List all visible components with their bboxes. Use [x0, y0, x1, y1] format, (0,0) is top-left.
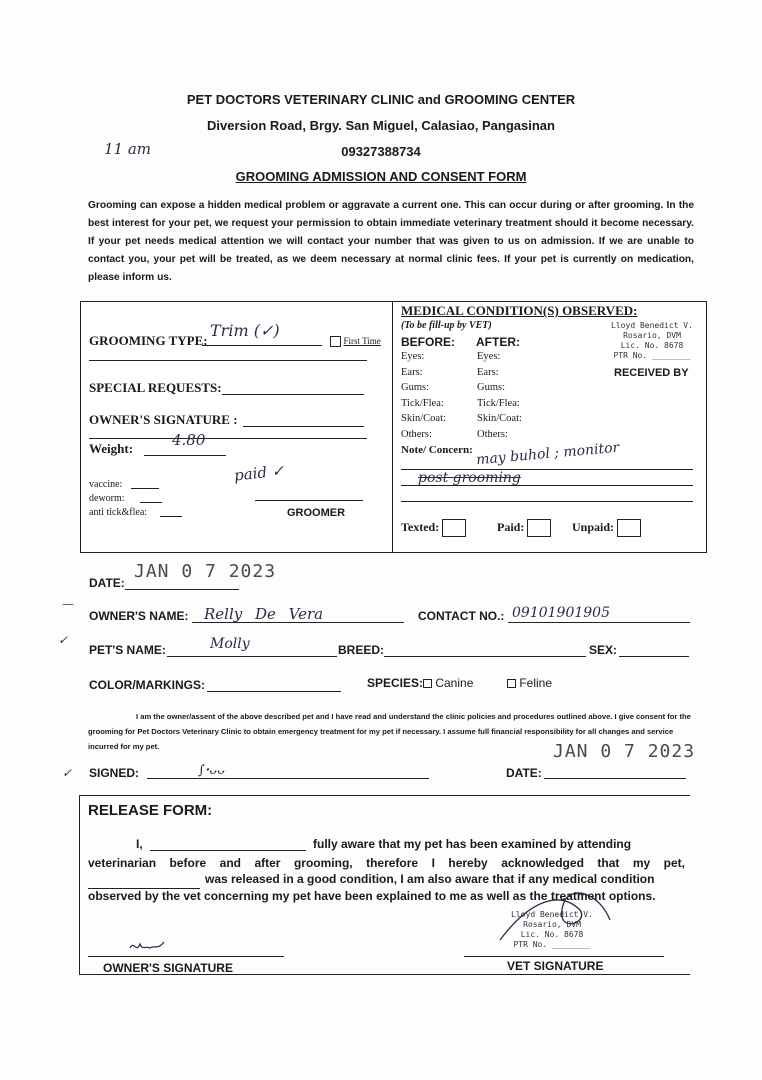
note-rule-2	[401, 485, 693, 486]
clinic-name: PET DOCTORS VETERINARY CLINIC and GROOMING CENTER	[186, 92, 576, 107]
feline-label: Feline	[519, 676, 553, 690]
owner-signature-extra-line	[89, 438, 367, 439]
release-name-field[interactable]	[150, 850, 306, 851]
paid-label: Paid:	[497, 519, 525, 534]
color-markings-line[interactable]	[207, 691, 341, 692]
medical-title: MEDICAL CONDITION(S) OBSERVED:	[401, 303, 638, 318]
species-feline-option[interactable]	[507, 676, 552, 690]
feline-checkbox[interactable]	[507, 679, 516, 688]
vaccine-line[interactable]	[131, 488, 159, 489]
medical-before-cell[interactable]: Ears:	[401, 366, 423, 378]
medical-subtitle: (To be fill-up by VET)	[401, 320, 492, 331]
groomer-label: GROOMER	[287, 507, 346, 519]
texted-field[interactable]	[401, 519, 466, 537]
owner-release-sig-label: OWNER'S SIGNATURE	[103, 961, 233, 975]
vet-stamp-top	[600, 321, 704, 361]
checkmark-owner: —	[62, 597, 74, 611]
pet-name-line	[167, 656, 337, 657]
paid-note: paid ✓	[233, 461, 286, 485]
unpaid-field[interactable]	[572, 519, 641, 537]
medical-row	[401, 382, 551, 398]
note-line-1[interactable]: may buhol ; monitor	[475, 439, 620, 469]
intro-paragraph: Grooming can expose a hidden medical problem or aggravate a current one. This can occur during or after grooming. In the best interest for your pet, we request your permission to obtain immediate veterinary treatment should it become necessary. If your pet needs medical attention we will contact your number that was given to us on admission. If we are unable to contact you, your pet will be treated, as we deem necessary at normal clinic fees. If your pet is currently on medication, please inform us.	[88, 200, 694, 283]
release-line-3: was released in a good condition, I am also aware that if any medical condition	[205, 872, 655, 886]
medical-before-cell[interactable]: Skin/Coat:	[401, 413, 446, 424]
breed-line[interactable]	[384, 656, 586, 657]
canine-label: Canine	[435, 676, 474, 690]
vet-stamp-ptr-label: PTR No.	[613, 351, 648, 360]
medical-after-cell[interactable]: Tick/Flea:	[477, 397, 520, 409]
medical-row	[401, 367, 551, 383]
pet-name-value[interactable]: Molly	[210, 636, 250, 652]
received-by-label: RECEIVED BY	[614, 367, 689, 379]
vet-stamp-bottom-name: Lloyd Benedict V. Rosario, DVM	[511, 910, 593, 929]
clinic-address: Diversion Road, Brgy. San Miguel, Calasiao, Pangasinan	[207, 118, 555, 133]
medical-after-cell[interactable]: Ears:	[477, 366, 499, 378]
deworm-line[interactable]	[140, 502, 162, 503]
checkmark-signed: ✓	[62, 766, 73, 780]
note-line-2[interactable]: post grooming	[418, 470, 521, 486]
first-time-box[interactable]	[330, 336, 341, 347]
owner-signature-scribble: ∫ꞏᴗᴗ	[198, 763, 225, 778]
owner-signature-label: OWNER'S SIGNATURE :	[89, 412, 238, 427]
vet-release-sig-line[interactable]	[464, 956, 664, 957]
texted-label: Texted:	[401, 519, 440, 534]
owner-signature-field[interactable]	[243, 426, 364, 427]
form-title: GROOMING ADMISSION AND CONSENT FORM	[235, 169, 527, 184]
vet-release-sig-label: VET SIGNATURE	[507, 959, 604, 973]
owner-name-label: OWNER'S NAME:	[89, 609, 189, 623]
grooming-type-value[interactable]: Trim (✓)	[210, 321, 280, 340]
before-label: BEFORE:	[401, 335, 455, 349]
medical-before-cell[interactable]: Eyes:	[401, 351, 425, 362]
species-label: SPECIES:	[367, 676, 424, 690]
owner-name-value[interactable]: Relly De Vera	[204, 605, 324, 623]
consent-text: I am the owner/assent of the above described pet and I have read and understand the clinic policies and procedures outlined above. I give consent for the grooming for Pet Doctors Veterinary Clinic to obtain emergency treatment for my pet if necessary. I assume full financial responsibility for all changes and service incurred for my pet.	[88, 712, 691, 751]
vet-stamp-lic: Lic. No. 8678	[620, 341, 684, 350]
medical-after-cell[interactable]: Gums:	[477, 382, 506, 393]
owner-release-sig-line[interactable]	[88, 956, 284, 957]
color-markings-label: COLOR/MARKINGS:	[89, 678, 205, 692]
signed-label: SIGNED:	[89, 766, 140, 780]
date-label: DATE:	[89, 576, 125, 590]
antitick-line[interactable]	[160, 516, 182, 517]
vet-signature-scribble	[490, 880, 620, 960]
consent-date-stamp[interactable]: JAN 0 7 2023	[553, 741, 696, 762]
medical-before-cell[interactable]: Gums:	[401, 382, 430, 393]
release-title: RELEASE FORM:	[88, 802, 213, 819]
note-rule-3	[401, 501, 693, 502]
special-requests-label: SPECIAL REQUESTS:	[89, 380, 222, 395]
sex-label: SEX:	[589, 643, 618, 657]
release-i: I,	[136, 837, 143, 851]
paid-field[interactable]	[497, 519, 551, 537]
consent-date-label: DATE:	[506, 766, 542, 780]
medical-row	[401, 429, 551, 445]
vet-stamp-name: Lloyd Benedict V. Rosario, DVM	[611, 321, 693, 340]
after-label: AFTER:	[476, 335, 520, 349]
medical-after-cell[interactable]: Skin/Coat:	[477, 413, 522, 424]
medical-before-cell[interactable]: Tick/Flea:	[401, 397, 444, 409]
vaccine-label: vaccine:	[89, 479, 123, 490]
date-stamp[interactable]: JAN 0 7 2023	[134, 561, 277, 582]
grooming-extra-line	[89, 360, 367, 361]
vet-stamp-ptr: PTR No. ________	[613, 351, 691, 360]
vet-stamp-bottom-ptr: PTR No. ________	[513, 940, 591, 949]
first-time-label: First Time	[343, 336, 381, 346]
grooming-type-line	[202, 345, 322, 346]
medical-after-cell[interactable]: Others:	[477, 428, 508, 440]
handwritten-time: 11 am	[104, 140, 152, 158]
clinic-phone: 09327388734	[341, 144, 421, 159]
unpaid-label: Unpaid:	[572, 519, 615, 534]
special-requests-field[interactable]	[222, 394, 364, 395]
consent-date-line[interactable]	[544, 778, 686, 779]
medical-after-cell[interactable]: Eyes:	[477, 351, 501, 362]
release-line-1: fully aware that my pet has been examined by attending	[313, 837, 632, 851]
grooming-type-label: GROOMING TYPE:	[89, 333, 208, 348]
weight-label: Weight:	[89, 441, 134, 456]
note-label: Note/ Concern:	[401, 444, 473, 456]
first-time-checkbox[interactable]	[330, 336, 381, 347]
release-line-2: veterinarian before and after grooming, therefore I hereby acknowledged that my pet,	[88, 856, 685, 870]
medical-rows	[401, 351, 551, 444]
medical-row	[401, 351, 551, 367]
groomer-line	[255, 500, 363, 501]
checkmark-pet: ✓	[58, 633, 69, 647]
date-line	[125, 589, 239, 590]
breed-label: BREED:	[338, 643, 385, 657]
species-canine-option[interactable]	[423, 676, 473, 690]
release-line-4: observed by the vet concerning my pet have been explained to me as well as the treatment options.	[88, 889, 656, 903]
owner-release-signature-scribble	[128, 936, 168, 958]
sex-line[interactable]	[619, 656, 689, 657]
signed-line[interactable]	[147, 778, 429, 779]
vet-stamp-bottom-ptr-label: PTR No.	[513, 940, 548, 949]
unpaid-checkbox[interactable]	[617, 519, 641, 537]
contact-value[interactable]: 09101901905	[512, 605, 610, 621]
weight-line	[144, 455, 226, 456]
contact-label: CONTACT NO.:	[418, 609, 505, 623]
antitick-label: anti tick&flea:	[89, 507, 148, 518]
medical-row	[401, 413, 551, 429]
paid-checkbox[interactable]	[527, 519, 551, 537]
medical-row	[401, 398, 551, 414]
medical-before-cell[interactable]: Others:	[401, 428, 432, 440]
weight-value[interactable]: 4.80	[172, 431, 206, 449]
vet-stamp-bottom-lic: Lic. No. 8678	[520, 930, 584, 939]
canine-checkbox[interactable]	[423, 679, 432, 688]
deworm-label: deworm:	[89, 493, 125, 504]
contact-line	[508, 622, 690, 623]
pet-name-label: PET'S NAME:	[89, 643, 166, 657]
texted-checkbox[interactable]	[442, 519, 466, 537]
